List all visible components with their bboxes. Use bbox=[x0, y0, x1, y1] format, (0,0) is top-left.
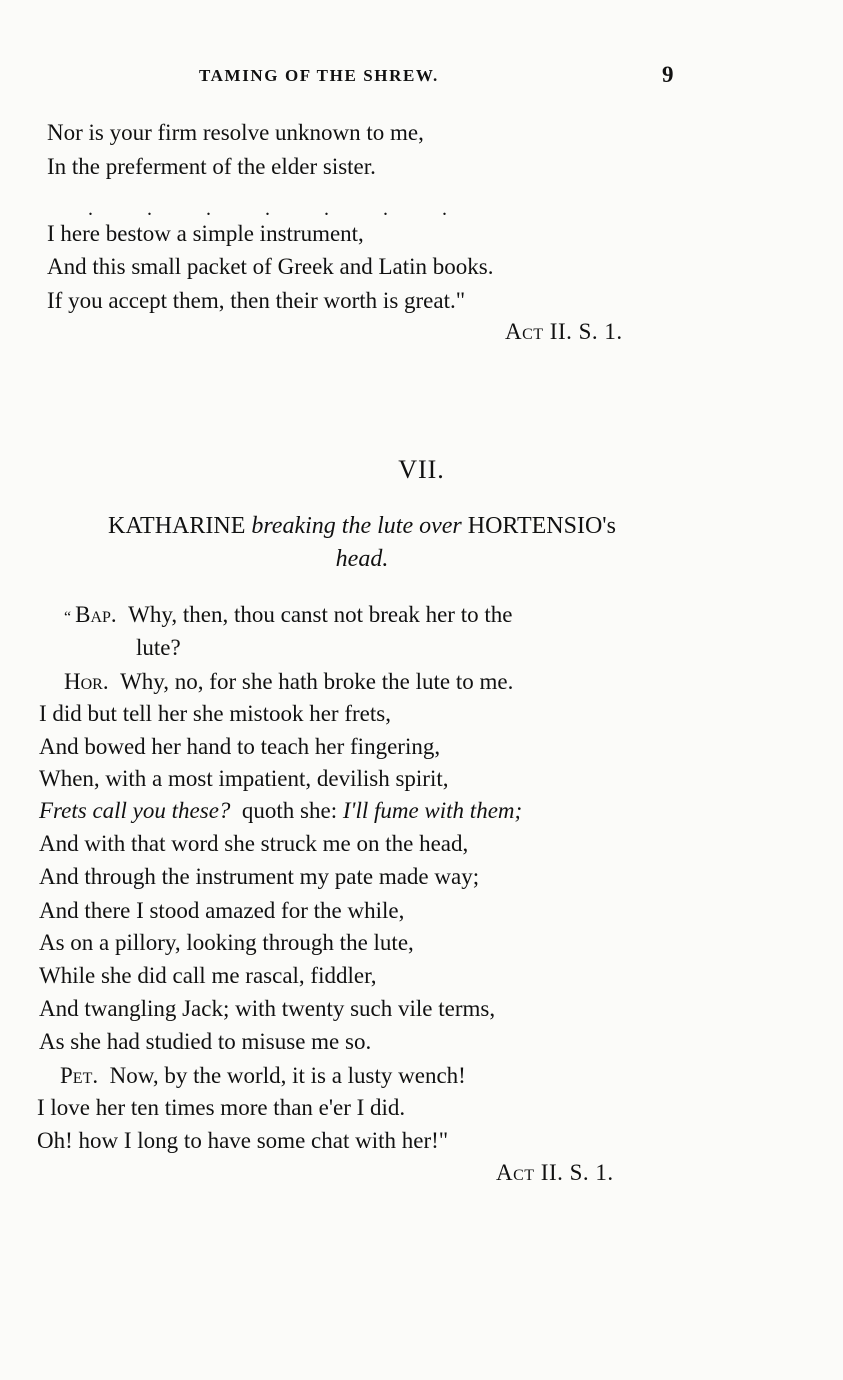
verse-line: I here bestow a simple instrument, bbox=[47, 221, 364, 246]
ellipsis-dots: . . . . . . . bbox=[88, 198, 447, 220]
dialogue-line: I love her ten times more than e'er I did. bbox=[37, 1095, 406, 1120]
line-text: Now, by the world, it is a lusty wench! bbox=[109, 1063, 466, 1088]
dialogue-line: As on a pillory, looking through the lute, bbox=[39, 930, 414, 955]
line-text: quoth she: bbox=[241, 798, 338, 823]
verse-line: In the preferment of the elder sister. bbox=[47, 154, 376, 179]
line-text: Why, no, for she hath broke the lute to me. bbox=[120, 669, 514, 694]
dialogue-line: And through the instrument my pate made way; bbox=[39, 864, 480, 889]
speaker-hor: Hor. bbox=[64, 669, 109, 694]
dialogue-line: I did but tell her she mistook her frets, bbox=[39, 701, 391, 726]
act-citation: Act II. S. 1. bbox=[505, 319, 623, 344]
verse-line: And this small packet of Greek and Latin books. bbox=[47, 254, 494, 279]
title-name-hortensio: HORTENSIO's bbox=[467, 513, 616, 539]
running-header bbox=[0, 62, 843, 94]
dialogue-line: lute? bbox=[136, 635, 181, 660]
dialogue-line: And twangling Jack; with twenty such vile terms, bbox=[39, 996, 496, 1021]
plate-title bbox=[47, 510, 677, 576]
dialogue-line: And with that word she struck me on the head, bbox=[39, 831, 469, 856]
dialogue-line: Oh! how I long to have some chat with her!" bbox=[37, 1128, 449, 1153]
section-number: VII. bbox=[398, 455, 445, 484]
title-italic: breaking the lute over bbox=[251, 513, 462, 539]
verse-line: If you accept them, then their worth is great." bbox=[47, 288, 466, 313]
italic-fume: I'll fume with them; bbox=[342, 798, 523, 823]
verse-line: Nor is your firm resolve unknown to me, bbox=[47, 120, 424, 145]
dialogue-line: As she had studied to misuse me so. bbox=[39, 1029, 372, 1054]
line-text: Why, then, thou canst not break her to the bbox=[128, 602, 513, 627]
dialogue-line: While she did call me rascal, fiddler, bbox=[39, 963, 377, 988]
speaker-bap: Bap. bbox=[75, 602, 117, 627]
speaker-pet: Pet. bbox=[60, 1063, 99, 1088]
act-citation: Act II. S. 1. bbox=[496, 1160, 614, 1185]
running-title: TAMING OF THE SHREW. bbox=[199, 66, 439, 85]
dialogue-line: And there I stood amazed for the while, bbox=[39, 898, 405, 923]
page-number: 9 bbox=[662, 62, 674, 87]
dialogue-line bbox=[64, 668, 513, 696]
dialogue-line bbox=[60, 1062, 466, 1090]
title-tail: head. bbox=[335, 546, 389, 572]
dialogue-line bbox=[39, 797, 522, 825]
italic-frets: Frets call you these? bbox=[39, 798, 231, 823]
dialogue-line: “ Bap. Why, then, thou canst not break her to the bbox=[64, 602, 513, 627]
dialogue-line: And bowed her hand to teach her fingering, bbox=[39, 734, 441, 759]
dialogue-line: When, with a most impatient, devilish spirit, bbox=[39, 766, 449, 791]
title-name-katharine: KATHARINE bbox=[108, 513, 246, 539]
